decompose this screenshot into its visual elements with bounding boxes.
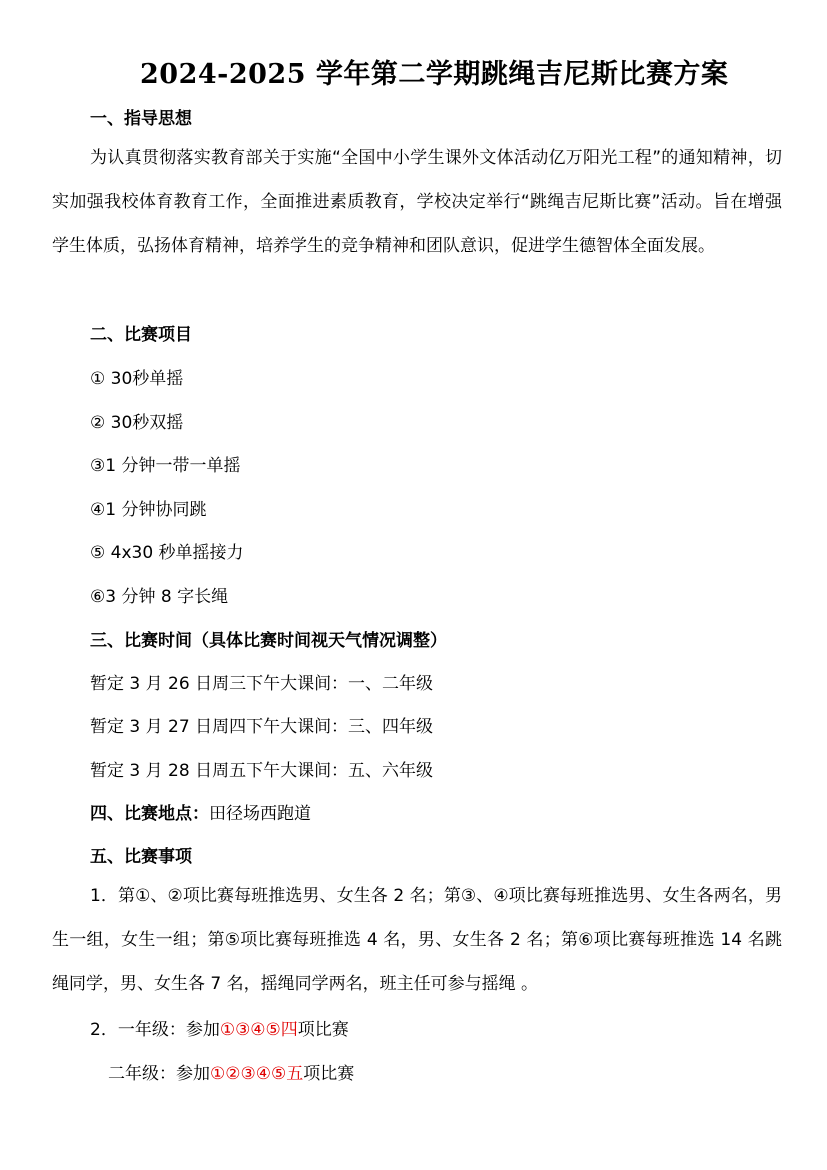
event-item-5: ⑤ 4x30 秒单摇接力 — [90, 543, 244, 563]
grade-2-suffix: 项比赛 — [303, 1064, 355, 1084]
section-3-heading: 三、比赛时间（具体比赛时间视天气情况调整） — [90, 631, 447, 651]
event-item-2: ② 30秒双摇 — [90, 413, 184, 433]
schedule-item-1: 暂定 3 月 26 日周三下午大课间：一、二年级 — [90, 674, 434, 694]
schedule-item-3: 暂定 3 月 28 日周五下午大课间：五、六年级 — [90, 761, 434, 781]
section-5-heading: 五、比赛事项 — [90, 847, 192, 867]
schedule-item-2: 暂定 3 月 27 日周四下午大课间：三、四年级 — [90, 717, 434, 737]
rules-item-3 — [108, 1059, 354, 1084]
grade-1-prefix: 2．一年级：参加 — [90, 1020, 220, 1040]
document-title: 2024-2025 学年第二学期跳绳吉尼斯比赛方案 — [140, 59, 729, 90]
event-item-3: ③1 分钟一带一单摇 — [90, 456, 241, 476]
grade-2-prefix: 二年级：参加 — [108, 1064, 210, 1084]
grade-1-events: ①③④⑤四 — [219, 1020, 298, 1040]
section-1-body: 为认真贯彻落实教育部关于实施“全国中小学生课外文体活动亿万阳光工程”的通知精神，切实加强我校体育教育工作，全面推进素质教育，学校决定举行“跳绳吉尼斯比赛”活动。旨在增强学生体质，弘扬体育精神，培养学生的竞争精神和团队意识，促进学生德智体全面发展。 — [52, 148, 782, 256]
grade-1-suffix: 项比赛 — [297, 1020, 349, 1040]
event-item-4: ④1 分钟协同跳 — [90, 500, 207, 520]
section-1-heading: 一、指导思想 — [90, 109, 192, 129]
rules-item-2 — [90, 1015, 349, 1040]
event-item-6: ⑥3 分钟 8 字长绳 — [90, 587, 229, 607]
event-item-1: ① 30秒单摇 — [90, 369, 184, 389]
venue-value: 田径场西跑道 — [209, 804, 311, 824]
section-4-line — [90, 799, 311, 824]
section-4-heading: 四、比赛地点： — [90, 804, 209, 824]
rules-item-1: 1．第①、②项比赛每班推选男、女生各 2 名；第③、④项比赛每班推选男、女生各两名，男生一组，女生一组；第⑤项比赛每班推选 4 名，男、女生各 2 名；第⑥项比赛每班推选 14 名跳绳同学，男、女生各 7 名，摇绳同学两名，班主任可参与摇绳 。 — [52, 886, 782, 994]
grade-2-events: ①②③④⑤五 — [210, 1064, 304, 1084]
section-2-heading: 二、比赛项目 — [90, 325, 192, 345]
